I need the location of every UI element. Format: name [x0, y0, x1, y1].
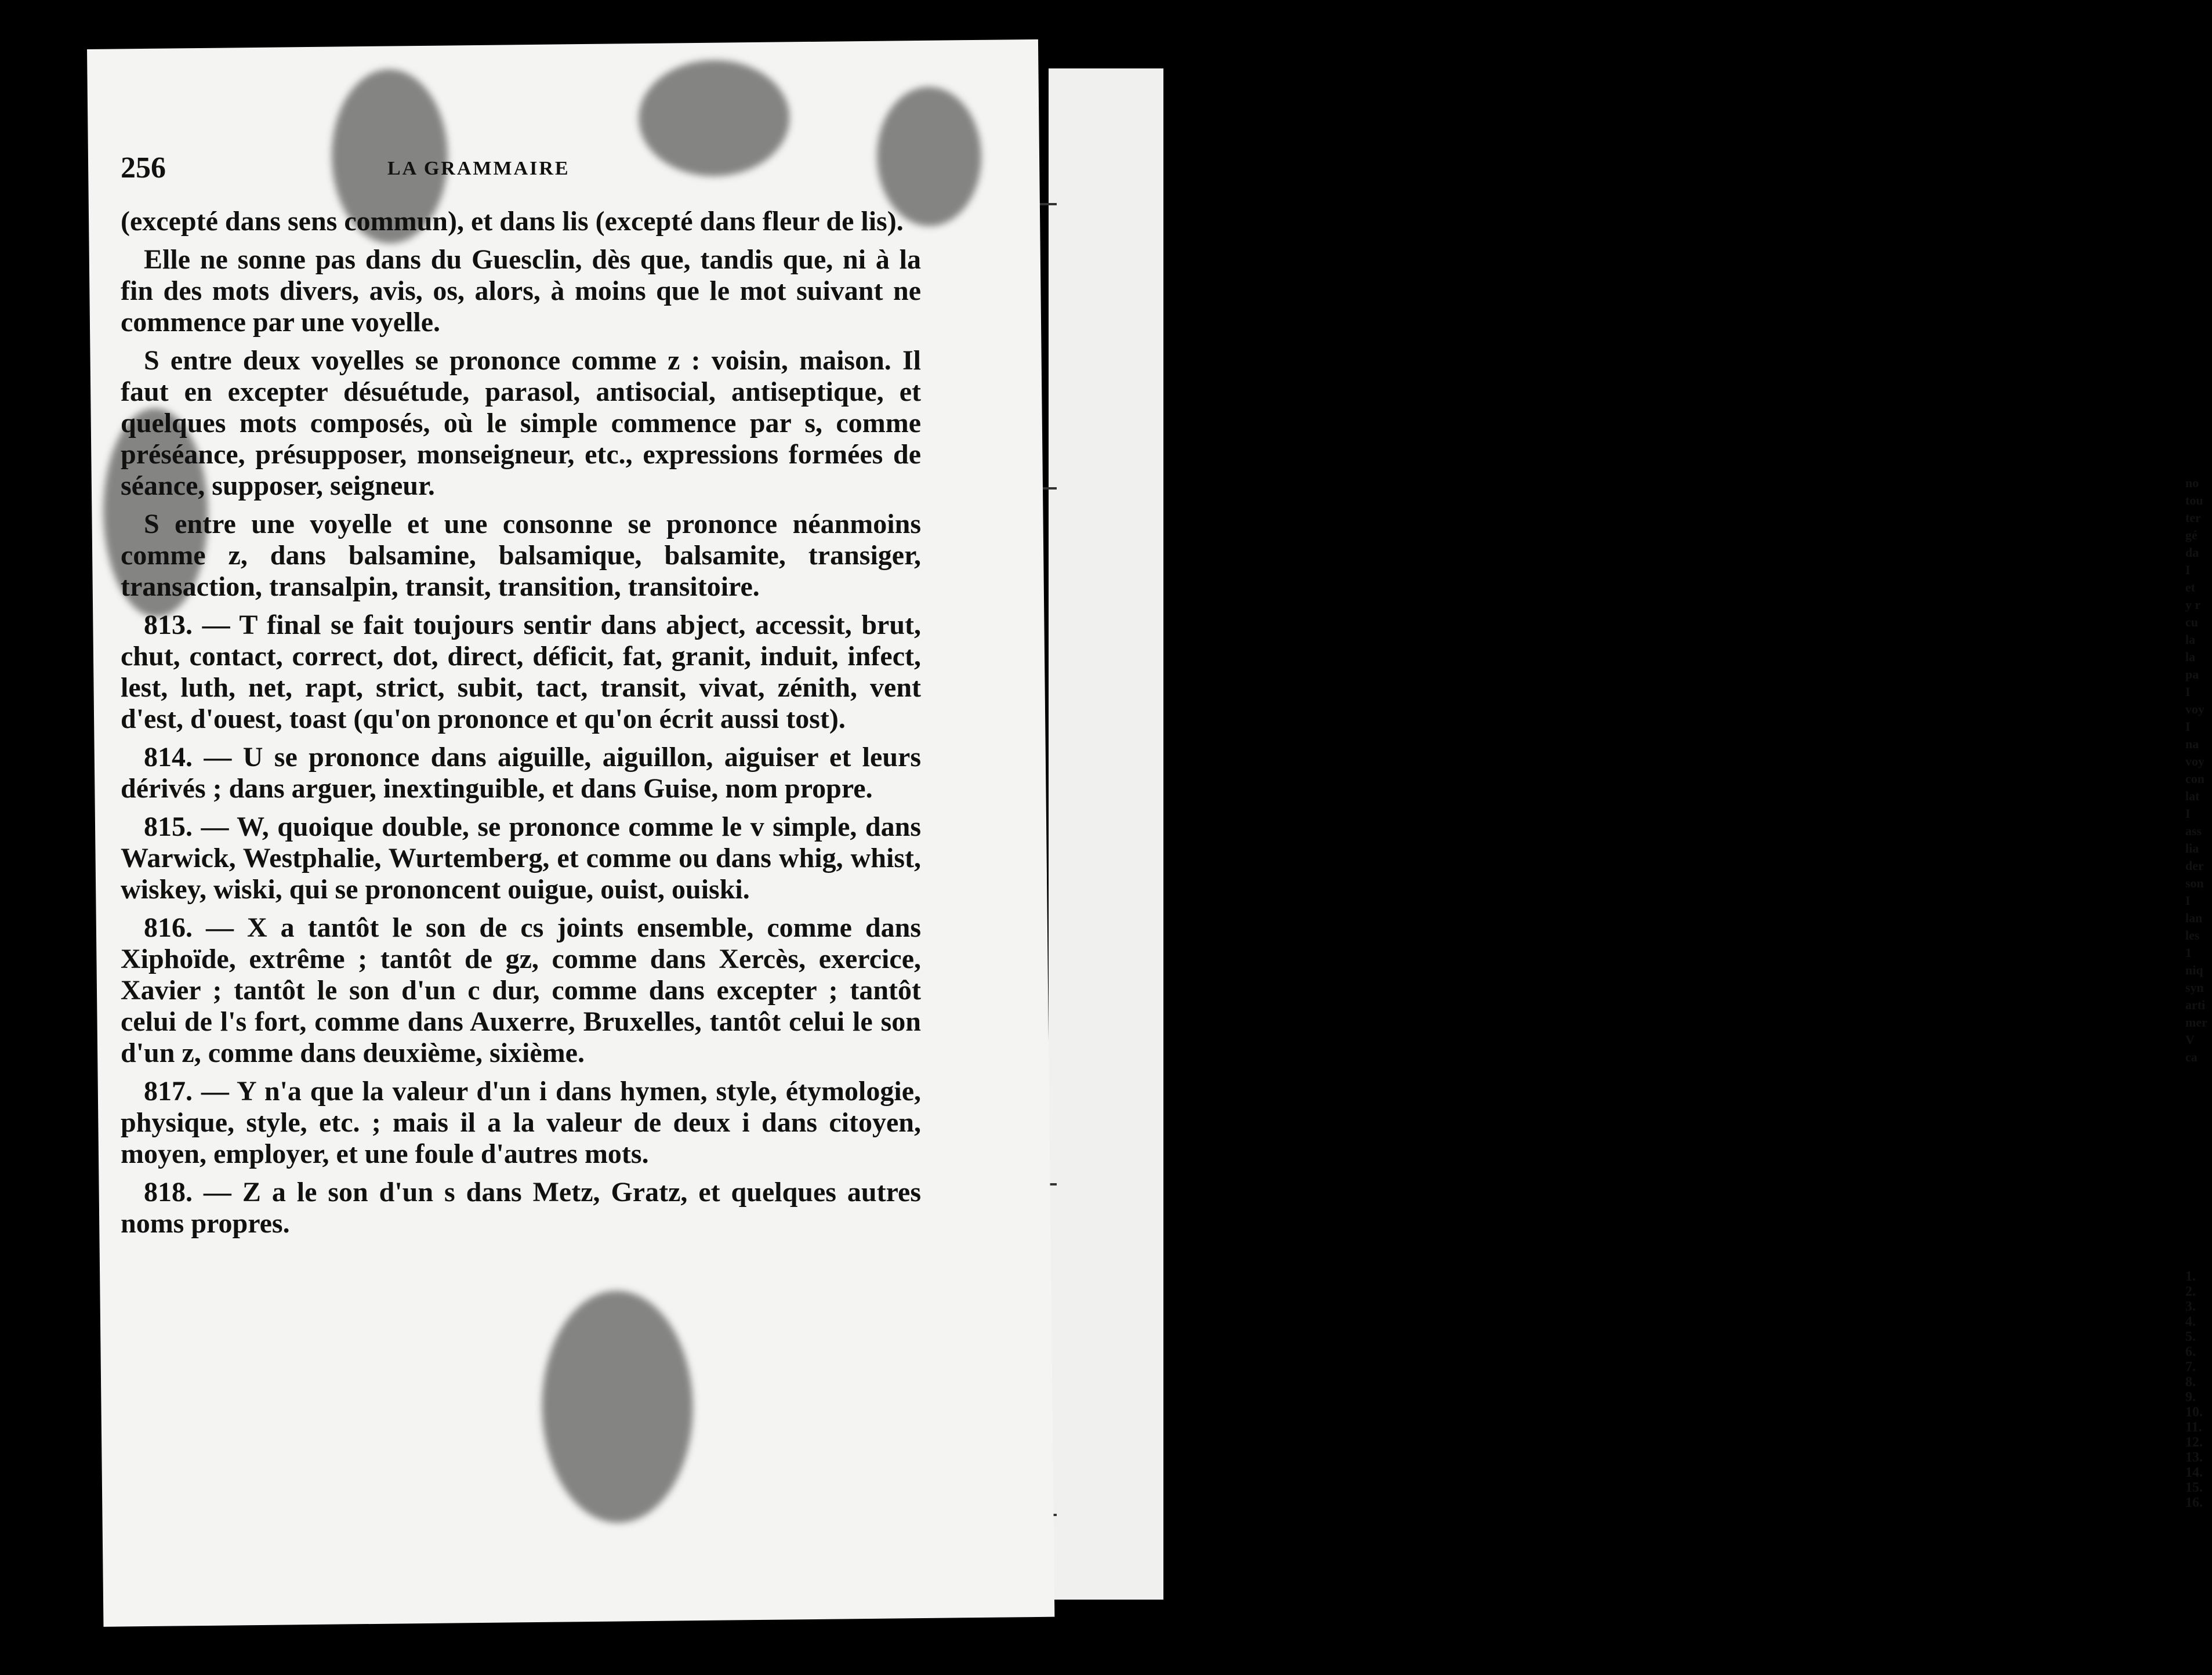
paragraph: S entre une voyelle et une consonne se prononce néanmoins comme z, dans balsamine, balsamique, balsamite, transiger, transaction, transalpin, transit, transition, transitoire. [121, 509, 921, 602]
facing-page-fragment: mer [2185, 1015, 2207, 1029]
facing-page-fragment: tou [2185, 493, 2203, 507]
facing-page-fragment: niq [2185, 963, 2203, 977]
facing-page-fragment: na [2185, 737, 2199, 751]
facing-page-fragment: I [2185, 893, 2191, 908]
facing-page-fragment: lan [2185, 911, 2203, 925]
facing-page-fragment: la [2185, 632, 2196, 647]
facing-page-number: 15. [2185, 1480, 2203, 1495]
facing-page-fragment: I [2185, 806, 2191, 821]
paragraph: 815. — W, quoique double, se prononce comme le v simple, dans Warwick, Westphalie, Wurtemberg, et comme ou dans whig, whist, wiskey, wiski, qui se prononcent ouigue, ouist, ouiski. [121, 811, 921, 905]
facing-page-number: 1. [2185, 1269, 2196, 1284]
facing-page-fragment: lat [2185, 789, 2200, 803]
paragraph: S entre deux voyelles se prononce comme z : voisin, maison. Il faut en excepter désuétude, parasol, antisocial, antiseptique, et quelques mots composés, où le simple commence par s, comme préséance, présupposer, monseigneur, etc., expressions formées de séance, supposer, seigneur. [121, 345, 921, 501]
facing-page-number: 9. [2185, 1390, 2196, 1405]
facing-page-fragment: I [2185, 719, 2191, 734]
paragraph: (excepté dans sens commun), et dans lis (excepté dans fleur de lis). [121, 206, 904, 237]
paragraph: 817. — Y n'a que la valeur d'un i dans hymen, style, étymologie, physique, style, etc. ; mais il a la valeur de deux i dans citoyen, moyen, employer, et une foule d'autres mots. [121, 1076, 921, 1169]
facing-page-fragment: son [2185, 876, 2204, 890]
facing-page-fragment: I [2185, 684, 2191, 699]
facing-page [1049, 68, 2207, 1600]
facing-page-fragment: ca [2185, 1050, 2198, 1064]
stain [541, 1290, 694, 1524]
running-head: LA GRAMMAIRE [387, 158, 570, 179]
facing-page-number: 16. [2185, 1495, 2203, 1510]
facing-page-number: 7. [2185, 1359, 2196, 1375]
facing-page-fragment: 1 [2185, 945, 2192, 960]
facing-page-number: 13. [2185, 1450, 2203, 1465]
facing-page-number: 3. [2185, 1299, 2196, 1314]
facing-page-fragment: y r [2185, 597, 2201, 612]
facing-page-fragment: arti [2185, 998, 2206, 1012]
facing-page-fragment: da [2185, 545, 2199, 560]
facing-page-number: 12. [2185, 1435, 2203, 1450]
facing-page-fragment: voy [2185, 702, 2204, 716]
facing-page-fragment: pa [2185, 667, 2199, 681]
facing-page-number: 4. [2185, 1314, 2196, 1329]
facing-page-fragment: la [2185, 650, 2196, 664]
facing-page-fragment: V [2185, 1032, 2195, 1047]
facing-page-fragment: I [2185, 563, 2191, 577]
facing-page-fragment: der [2185, 858, 2204, 873]
facing-page-fragment: voy [2185, 754, 2204, 768]
facing-page-fragment: gé [2185, 528, 2198, 542]
facing-page-number: 11. [2185, 1420, 2202, 1435]
facing-page-number: 14. [2185, 1465, 2203, 1480]
facing-page-fragment: lia [2185, 841, 2199, 855]
facing-page-fragment: et [2185, 580, 2196, 594]
facing-page-number: 6. [2185, 1344, 2196, 1359]
facing-page-number: 8. [2185, 1375, 2196, 1390]
body-text [121, 206, 921, 1246]
facing-page-fragments [2185, 474, 2212, 1066]
facing-page-fragment: no [2185, 476, 2199, 490]
stain [638, 59, 790, 177]
facing-page-number: 10. [2185, 1405, 2203, 1420]
facing-page-number: 2. [2185, 1284, 2196, 1299]
facing-page-fragment: les [2185, 928, 2200, 942]
paragraph: Elle ne sonne pas dans du Guesclin, dès que, tandis que, ni à la fin des mots divers, avis, os, alors, à moins que le mot suivant ne commence par une voyelle. [121, 244, 921, 338]
paragraph: 818. — Z a le son d'un s dans Metz, Gratz, et quelques autres noms propres. [121, 1177, 921, 1239]
facing-page-numbers [2185, 1269, 2212, 1510]
paragraph: 816. — X a tantôt le son de cs joints ensemble, comme dans Xiphoïde, extrême ; tantôt de gz, comme dans Xercès, exercice, Xavier ; tantôt le son d'un c dur, comme dans excepter ; tantôt celui de l's fort, comme dans Auxerre, Bruxelles, tantôt celui le son d'un z, comme dans deuxième, sixième. [121, 912, 921, 1068]
facing-page-number: 5. [2185, 1329, 2196, 1344]
page-number: 256 [121, 151, 166, 184]
facing-page-fragment: syn [2185, 980, 2204, 995]
facing-page-fragment: cu [2185, 615, 2198, 629]
paragraph: 814. — U se prononce dans aiguille, aiguillon, aiguiser et leurs dérivés ; dans arguer, inextinguible, et dans Guise, nom propre. [121, 742, 921, 804]
paragraph: 813. — T final se fait toujours sentir dans abject, accessit, brut, chut, contact, correct, dot, direct, déficit, fat, granit, induit, infect, lest, luth, net, rapt, strict, subit, tact, transit, vivat, zénith, vent d'est, d'ouest, toast (qu'on prononce et qu'on écrit aussi tost). [121, 610, 921, 734]
facing-page-fragment: ter [2185, 510, 2201, 525]
facing-page-fragment: ass [2185, 824, 2202, 838]
facing-page-fragment: con [2185, 771, 2204, 786]
